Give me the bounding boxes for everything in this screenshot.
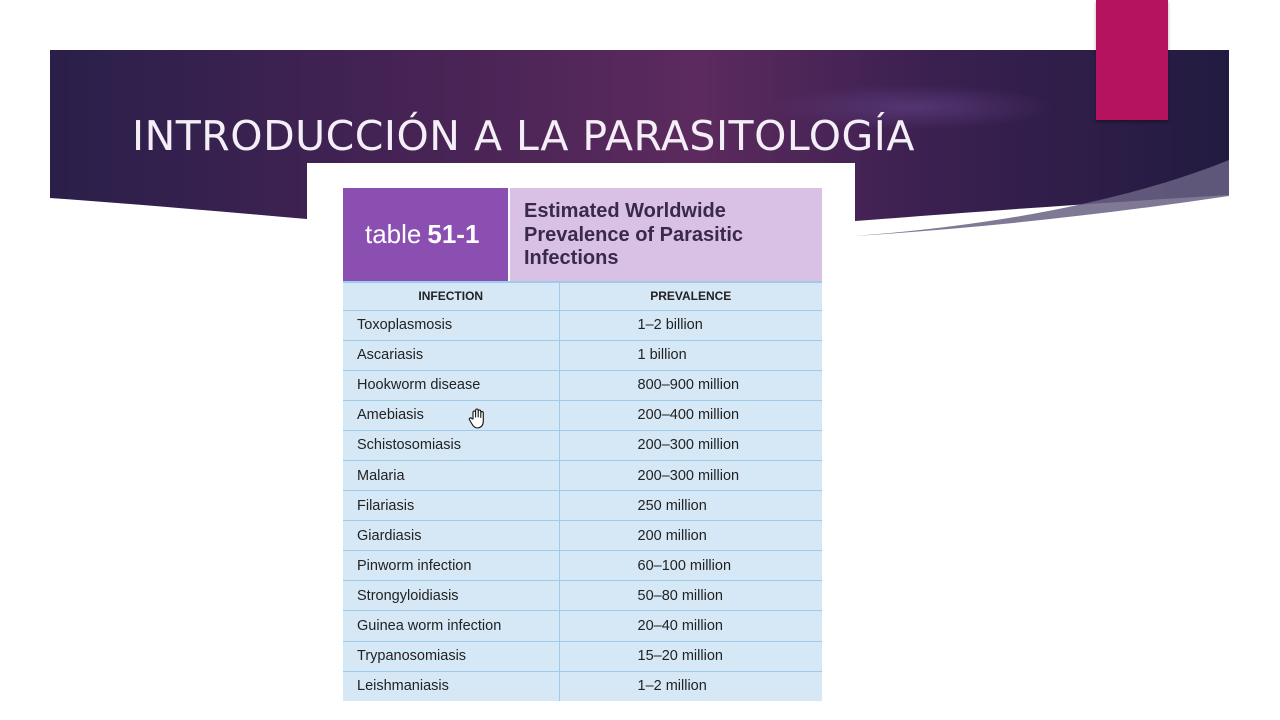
column-header-prevalence: PREVALENCE (559, 282, 822, 310)
table-caption-line: Prevalence of Parasitic (524, 223, 744, 246)
table-row (343, 491, 822, 521)
table-row (343, 641, 822, 671)
table-figure (307, 163, 855, 720)
prevalence-table (343, 281, 822, 701)
table-label-number: 51-1 (427, 219, 480, 249)
prevalence-cell: 60–100 million (559, 551, 822, 581)
table-caption-line: Infections (524, 247, 619, 269)
table-row (343, 581, 822, 611)
table-row (343, 370, 822, 400)
prevalence-cell: 1–2 million (559, 671, 822, 701)
infection-cell: Malaria (343, 460, 559, 490)
slide-title: INTRODUCCIÓN A LA PARASITOLOGÍA (132, 112, 915, 160)
table-caption-line: Estimated Worldwide (524, 200, 726, 222)
table-row (343, 551, 822, 581)
table-row (343, 460, 822, 490)
infection-cell: Amebiasis (343, 400, 559, 430)
infection-cell: Hookworm disease (343, 370, 559, 400)
prevalence-cell: 50–80 million (559, 581, 822, 611)
table-label-word: table (365, 219, 422, 249)
infection-cell: Trypanosomiasis (343, 641, 559, 671)
hand-pointer-icon (467, 408, 489, 430)
prevalence-cell: 250 million (559, 491, 822, 521)
accent-bar (1096, 0, 1168, 120)
column-header-infection: INFECTION (343, 282, 559, 310)
infection-cell: Guinea worm infection (343, 611, 559, 641)
prevalence-cell: 20–40 million (559, 611, 822, 641)
table-row (343, 310, 822, 340)
infection-cell: Strongyloidiasis (343, 581, 559, 611)
table-label (343, 188, 508, 281)
prevalence-cell: 200–300 million (559, 460, 822, 490)
infection-cell: Toxoplasmosis (343, 310, 559, 340)
table-row (343, 400, 822, 430)
prevalence-cell: 800–900 million (559, 370, 822, 400)
table-header (343, 188, 822, 281)
prevalence-cell: 1–2 billion (559, 310, 822, 340)
table-header-row (343, 282, 822, 310)
prevalence-cell: 200–400 million (559, 400, 822, 430)
table-caption (508, 188, 822, 281)
prevalence-cell: 15–20 million (559, 641, 822, 671)
prevalence-cell: 200 million (559, 521, 822, 551)
infection-cell: Schistosomiasis (343, 430, 559, 460)
prevalence-cell: 1 billion (559, 340, 822, 370)
prevalence-cell: 200–300 million (559, 430, 822, 460)
table-row (343, 521, 822, 551)
table-row (343, 430, 822, 460)
infection-cell: Leishmaniasis (343, 671, 559, 701)
infection-cell: Giardiasis (343, 521, 559, 551)
infection-cell: Filariasis (343, 491, 559, 521)
infection-cell: Pinworm infection (343, 551, 559, 581)
table-row (343, 340, 822, 370)
table-row (343, 671, 822, 701)
table-row (343, 611, 822, 641)
infection-cell: Ascariasis (343, 340, 559, 370)
